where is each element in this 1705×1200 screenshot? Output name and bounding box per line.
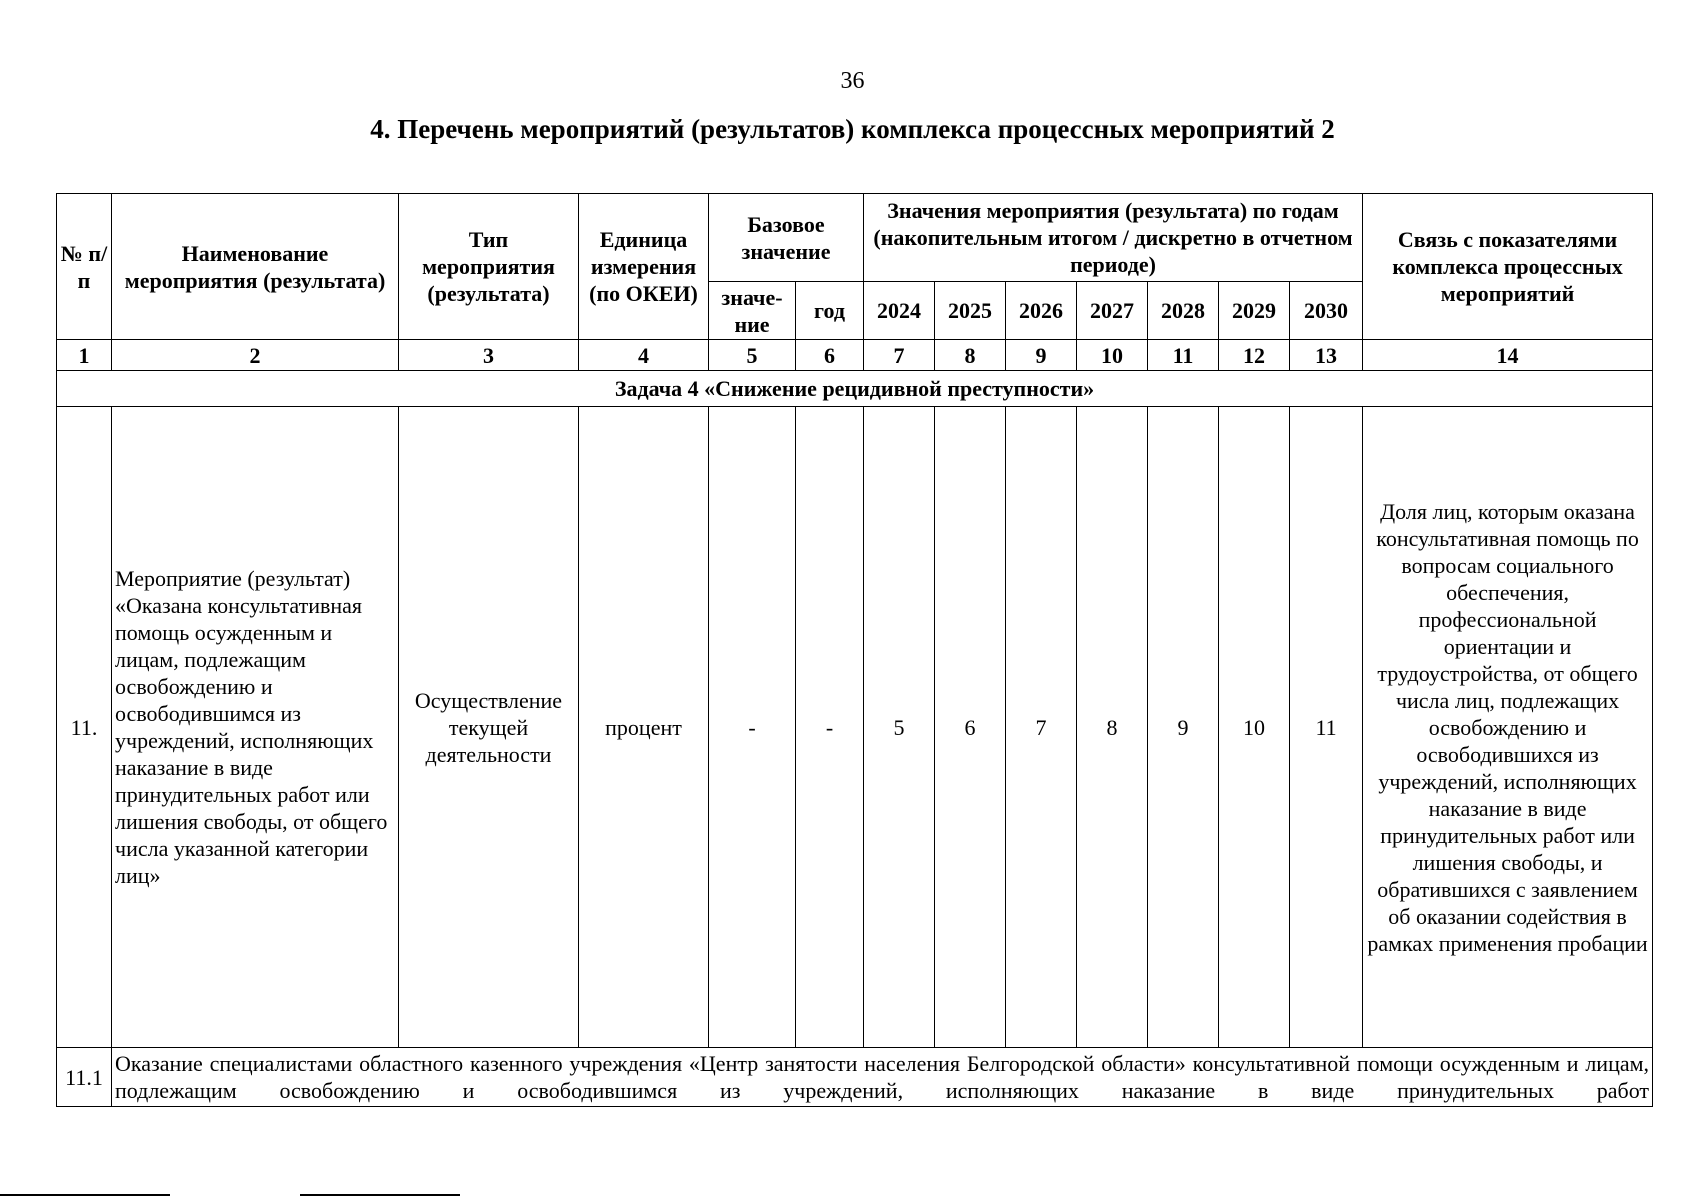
column-number: 2 bbox=[112, 340, 399, 371]
column-number: 5 bbox=[709, 340, 796, 371]
row-number: 11. bbox=[57, 407, 112, 1048]
footer-rule bbox=[300, 1194, 460, 1196]
subrow-text: Оказание специалистами областного казенного учреждения «Центр занятости населения Белгородской области» консультативной помощи осужденным и лицам, подлежащим освобождению и освободившимся из учреждений, исполняющих наказание в виде принудительных работ bbox=[112, 1048, 1653, 1107]
year-value: 6 bbox=[935, 407, 1006, 1048]
header-year: 2029 bbox=[1219, 282, 1290, 340]
year-value: 5 bbox=[864, 407, 935, 1048]
activities-table bbox=[56, 193, 1653, 1107]
table-subrow bbox=[57, 1048, 1653, 1107]
indicator-link: Доля лиц, которым оказана консультативная помощь по вопросам социального обеспечения, профессиональной ориентации и трудоустройства, от общего числа лиц, подлежащих освобождению и освободившихся из учреждений, исполняющих наказание в виде принудительных работ или лишения свободы, и обратившихся с заявлением об оказании содействия в рамках применения пробации bbox=[1363, 407, 1653, 1048]
column-number: 6 bbox=[796, 340, 864, 371]
year-value: 10 bbox=[1219, 407, 1290, 1048]
year-value: 11 bbox=[1290, 407, 1363, 1048]
activity-unit: процент bbox=[579, 407, 709, 1048]
header-values-by-year: Значения мероприятия (результата) по годам (накопительным итогом / дискретно в отчетном периоде) bbox=[864, 194, 1363, 282]
year-value: 7 bbox=[1006, 407, 1077, 1048]
header-year: 2030 bbox=[1290, 282, 1363, 340]
task-row bbox=[57, 371, 1653, 407]
header-year: 2026 bbox=[1006, 282, 1077, 340]
header-name: Наименование мероприятия (результата) bbox=[112, 194, 399, 340]
page-number: 36 bbox=[840, 68, 865, 94]
footer-rule bbox=[0, 1194, 170, 1196]
subrow-number: 11.1 bbox=[57, 1048, 112, 1107]
column-number: 8 bbox=[935, 340, 1006, 371]
column-numbers-row bbox=[57, 340, 1653, 371]
year-value: 9 bbox=[1148, 407, 1219, 1048]
column-number: 3 bbox=[399, 340, 579, 371]
header-base-value: значе-ние bbox=[709, 282, 796, 340]
activity-name: Мероприятие (результат) «Оказана консультативная помощь осужденным и лицам, подлежащим освобождению и освободившимся из учреждений, исполняющих наказание в виде принудительных работ или лишения свободы, от общего числа указанной категории лиц» bbox=[112, 407, 399, 1048]
column-number: 12 bbox=[1219, 340, 1290, 371]
header-unit: Единица измерения (по ОКЕИ) bbox=[579, 194, 709, 340]
column-number: 11 bbox=[1148, 340, 1219, 371]
header-num: № п/п bbox=[57, 194, 112, 340]
column-number: 7 bbox=[864, 340, 935, 371]
column-number: 13 bbox=[1290, 340, 1363, 371]
base-year: - bbox=[796, 407, 864, 1048]
header-year: 2025 bbox=[935, 282, 1006, 340]
task-title: Задача 4 «Снижение рецидивной преступности» bbox=[57, 371, 1653, 407]
header-base-year: год bbox=[796, 282, 864, 340]
header-year: 2028 bbox=[1148, 282, 1219, 340]
column-number: 10 bbox=[1077, 340, 1148, 371]
year-value: 8 bbox=[1077, 407, 1148, 1048]
column-number: 9 bbox=[1006, 340, 1077, 371]
header-type: Тип мероприятия (результата) bbox=[399, 194, 579, 340]
table-row bbox=[57, 407, 1653, 1048]
page-title: 4. Перечень мероприятий (результатов) комплекса процессных мероприятий 2 bbox=[370, 114, 1335, 144]
column-number: 14 bbox=[1363, 340, 1653, 371]
activity-type: Осуществление текущей деятельности bbox=[399, 407, 579, 1048]
base-value: - bbox=[709, 407, 796, 1048]
header-year: 2024 bbox=[864, 282, 935, 340]
column-number: 1 bbox=[57, 340, 112, 371]
header-year: 2027 bbox=[1077, 282, 1148, 340]
header-base: Базовое значение bbox=[709, 194, 864, 282]
column-number: 4 bbox=[579, 340, 709, 371]
header-link: Связь с показателями комплекса процессных мероприятий bbox=[1363, 194, 1653, 340]
